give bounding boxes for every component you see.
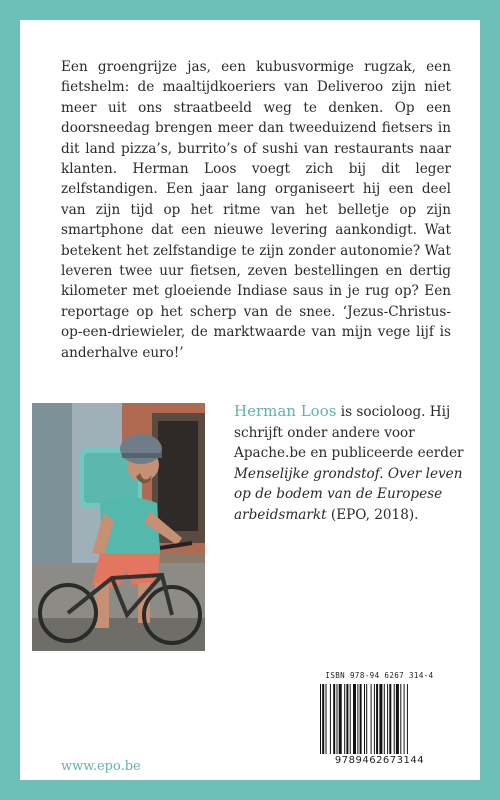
blurb-text: Een groengrijze jas, een kubusvormige rugzak, een fietshelm: de maaltijdkoeriers van Deliveroo zijn niet meer uit ons straatbeeld weg te denken. Op een doorsneedag brengen meer dan tweeduizend fietsers in dit land pizza’s, burrito’s of sushi van restaurants naar klanten. Herman Loos voegt zich bij dit leger zelfstandigen. Een jaar lang organiseert hij een deel van zijn tijd op het ritme van het belletje op zijn smartphone dat een nieuwe levering aankondigt. Wat betekent het zelfstandige te zijn zonder autonomie? Wat leveren twee uur fietsen, zeven bestellingen en dertig kilometer met gloeiende Indiase saus in je rug op? Een reportage op het scherp van de snee. ‘Jezus-Christus-op-een-driewieler, de marktwaarde van mijn vege lijf is anderhalve euro!’ — [61, 59, 451, 361]
barcode-bar — [353, 684, 356, 754]
barcode-bar — [333, 684, 335, 754]
author-name: Herman Loos — [234, 402, 337, 420]
barcode-bar — [374, 684, 375, 754]
barcode-bar — [404, 684, 405, 754]
barcode-bar — [337, 684, 338, 754]
barcode-bar — [350, 684, 351, 754]
barcode-bar — [394, 684, 395, 754]
barcode-bar — [326, 684, 327, 754]
barcode-bar — [407, 684, 408, 754]
barcode-bar — [346, 684, 348, 754]
barcode-bar — [364, 684, 365, 754]
barcode-bar — [387, 684, 388, 754]
barcode-bar — [330, 684, 331, 754]
barcode-area — [312, 668, 447, 768]
barcode-bar — [357, 684, 358, 754]
barcode-number: 9789462673144 — [334, 755, 425, 766]
barcode-bar — [339, 684, 342, 754]
barcode-bar — [384, 684, 385, 754]
barcode-bar — [389, 684, 391, 754]
back-cover — [20, 20, 480, 780]
barcode-bar — [396, 684, 399, 754]
barcode-bar — [376, 684, 378, 754]
barcode-bar — [371, 684, 372, 754]
barcode — [320, 684, 439, 754]
barcode-bar — [322, 684, 324, 754]
barcode-bar — [360, 684, 362, 754]
bio-intro: is socioloog. Hij schrijft onder andere voor Apache.be en publiceerde eerder — [234, 404, 464, 462]
barcode-bar — [344, 684, 345, 754]
barcode-bar — [400, 684, 401, 754]
author-photo — [32, 403, 205, 651]
bio-outro: (EPO, 2018). — [326, 506, 419, 523]
previous-book-title: Menselijke grondstof. Over leven op de bodem van de Europese arbeidsmarkt — [234, 465, 463, 523]
barcode-bar — [379, 684, 382, 754]
barcode-bar — [320, 684, 321, 754]
publisher-website[interactable]: www.epo.be — [61, 759, 141, 774]
author-bio — [234, 401, 474, 526]
barcode-bar — [366, 684, 367, 754]
isbn-label: ISBN 978-94 6267 314-4 — [325, 671, 434, 680]
